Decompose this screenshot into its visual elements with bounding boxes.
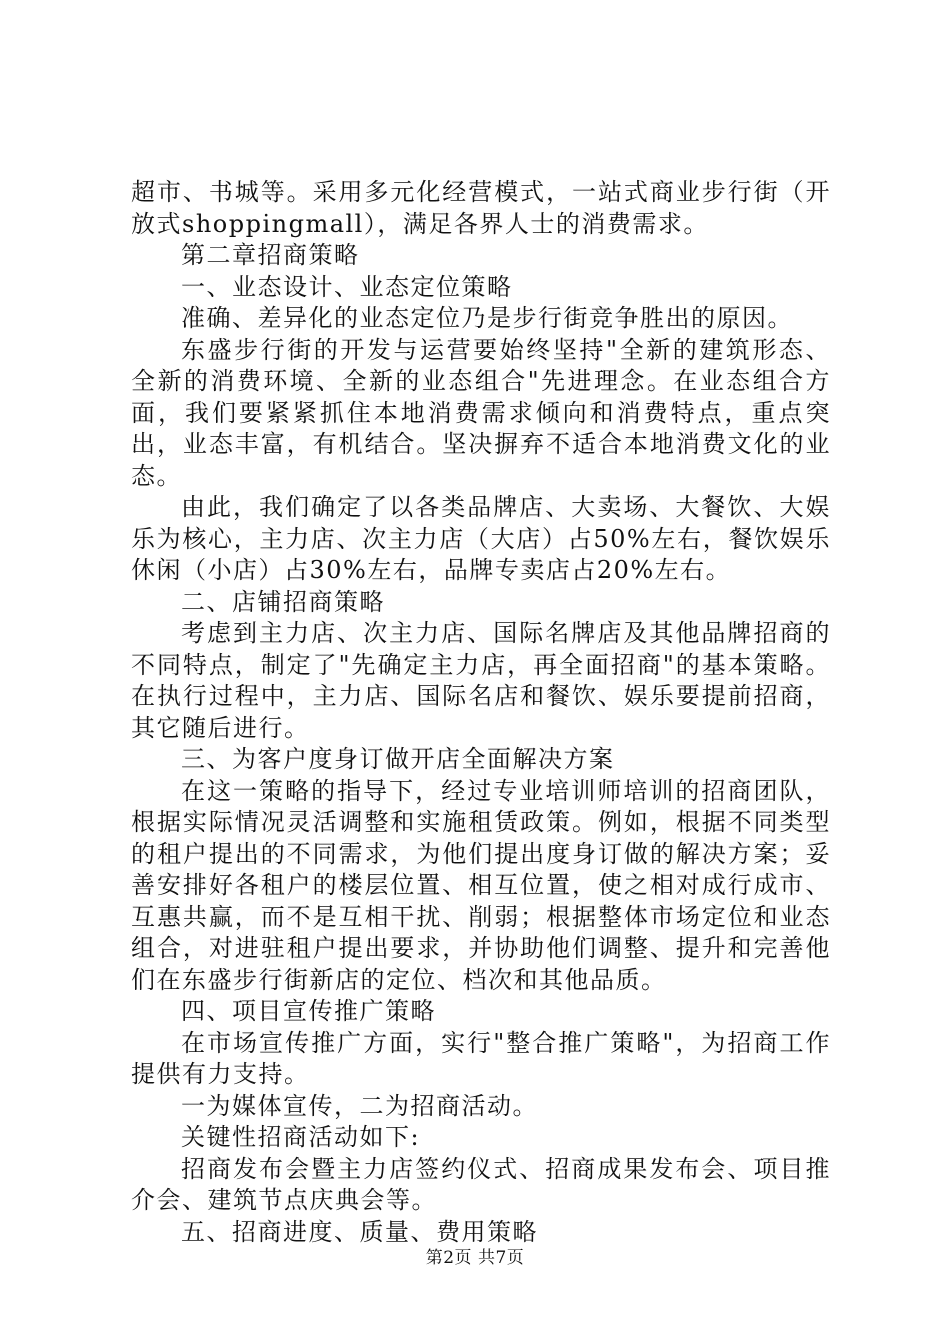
paragraph-7: 在市场宣传推广方面，实行"整合推广策略"，为招商工作提供有力支持。	[131, 1028, 831, 1088]
paragraph-1: 超市、书城等。采用多元化经营模式，一站式商业步行街（开放式shoppingmall），满足各界人士的消费需求。	[131, 178, 831, 238]
chapter-heading: 第二章招商策略	[181, 241, 360, 269]
section-heading-2: 二、店铺招商策略	[181, 587, 385, 616]
paragraph-2: 准确、差异化的业态定位乃是步行街竞争胜出的原因。	[181, 304, 793, 332]
paragraph-6: 在这一策略的指导下，经过专业培训师培训的招商团队，根据实际情况灵活调整和实施租赁政策。例如，根据不同类型的租户提出的不同需求，为他们提出度身订做的解决方案；妥善安排好各租户的楼层位置、相互位置，使之相对成行成市、互惠共赢，而不是互相干扰、削弱；根据整体市场定位和业态组合，对进驻租户提出要求，并协助他们调整、提升和完善他们在东盛步行街新店的定位、档次和其他品质。	[131, 776, 831, 994]
paragraph-10: 招商发布会暨主力店签约仪式、招商成果发布会、项目推介会、建筑节点庆典会等。	[131, 1154, 831, 1214]
paragraph-8: 一为媒体宣传，二为招商活动。	[181, 1091, 538, 1120]
section-heading-1: 一、业态设计、业态定位策略	[181, 272, 513, 301]
page-footer	[0, 1243, 950, 1268]
paragraph-5: 考虑到主力店、次主力店、国际名牌店及其他品牌招商的不同特点，制定了"先确定主力店，再全面招商"的基本策略。在执行过程中，主力店、国际名店和餐饮、娱乐要提前招商，其它随后进行。	[131, 619, 831, 742]
page-number-label: 第2页 共7页	[425, 1248, 525, 1268]
paragraph-9: 关键性招商活动如下:	[181, 1123, 421, 1151]
section-heading-4: 四、项目宣传推广策略	[181, 997, 436, 1025]
section-heading-5: 五、招商进度、质量、费用策略	[181, 1217, 538, 1246]
paragraph-4: 由此，我们确定了以各类品牌店、大卖场、大餐饮、大娱乐为核心，主力店、次主力店（大店）占50%左右，餐饮娱乐休闲（小店）占30%左右，品牌专卖店占20%左右。	[131, 493, 831, 584]
paragraph-3: 东盛步行街的开发与运营要始终坚持"全新的建筑形态、全新的消费环境、全新的业态组合"先进理念。在业态组合方面，我们要紧紧抓住本地消费需求倾向和消费特点，重点突出，业态丰富，有机结合。坚决摒弃不适合本地消费文化的业态。	[131, 335, 831, 490]
section-heading-3: 三、为客户度身订做开店全面解决方案	[181, 745, 615, 773]
document-body	[131, 177, 831, 1248]
